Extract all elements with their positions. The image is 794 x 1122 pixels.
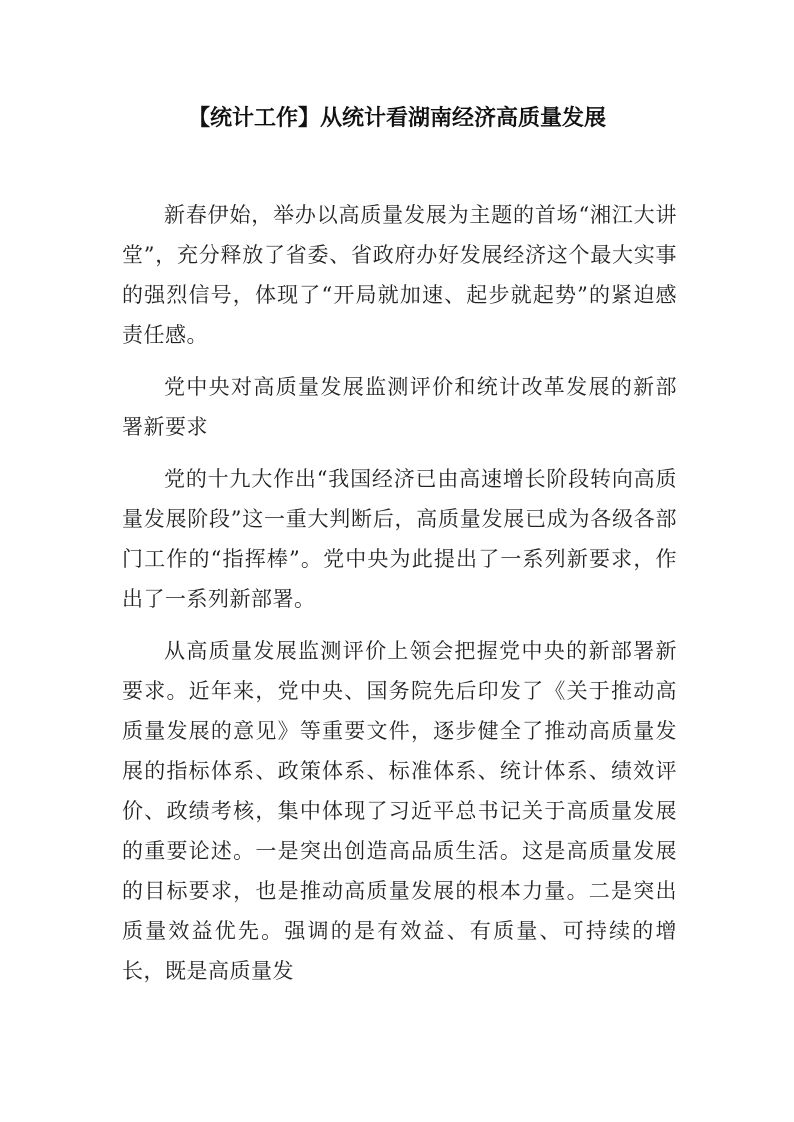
- document-title: 【统计工作】从统计看湖南经济高质量发展: [187, 106, 606, 131]
- paragraph-monitoring: 从高质量发展监测评价上领会把握党中央的新部署新要求。近年来，党中央、国务院先后印发了《关于推动高质量发展的意见》等重要文件，逐步健全了推动高质量发展的指标体系、政策体系、标准体系、统计体系、绩效评价、政绩考核，集中体现了习近平总书记关于高质量发展的重要论述。一是突出创造高品质生活。这是高质量发展的目标要求，也是推动高质量发展的根本力量。二是突出质量效益优先。强调的是有效益、有质量、可持续的增长，既是高质量发: [122, 639, 677, 983]
- paragraph-judgment: 党的十九大作出“我国经济已由高速增长阶段转向高质量发展阶段”这一重大判断后，高质量发展已成为各级各部门工作的“指挥棒”。党中央为此提出了一系列新要求，作出了一系列新部署。: [122, 467, 677, 611]
- document-body: [122, 195, 677, 1003]
- paragraph-intro: 新春伊始，举办以高质量发展为主题的首场“湘江大讲堂”，充分释放了省委、省政府办好发展经济这个最大实事的强烈信号，体现了“开局就加速、起步就起势”的紧迫感责任感。: [122, 203, 677, 347]
- section-heading: 党中央对高质量发展监测评价和统计改革发展的新部署新要求: [122, 375, 677, 439]
